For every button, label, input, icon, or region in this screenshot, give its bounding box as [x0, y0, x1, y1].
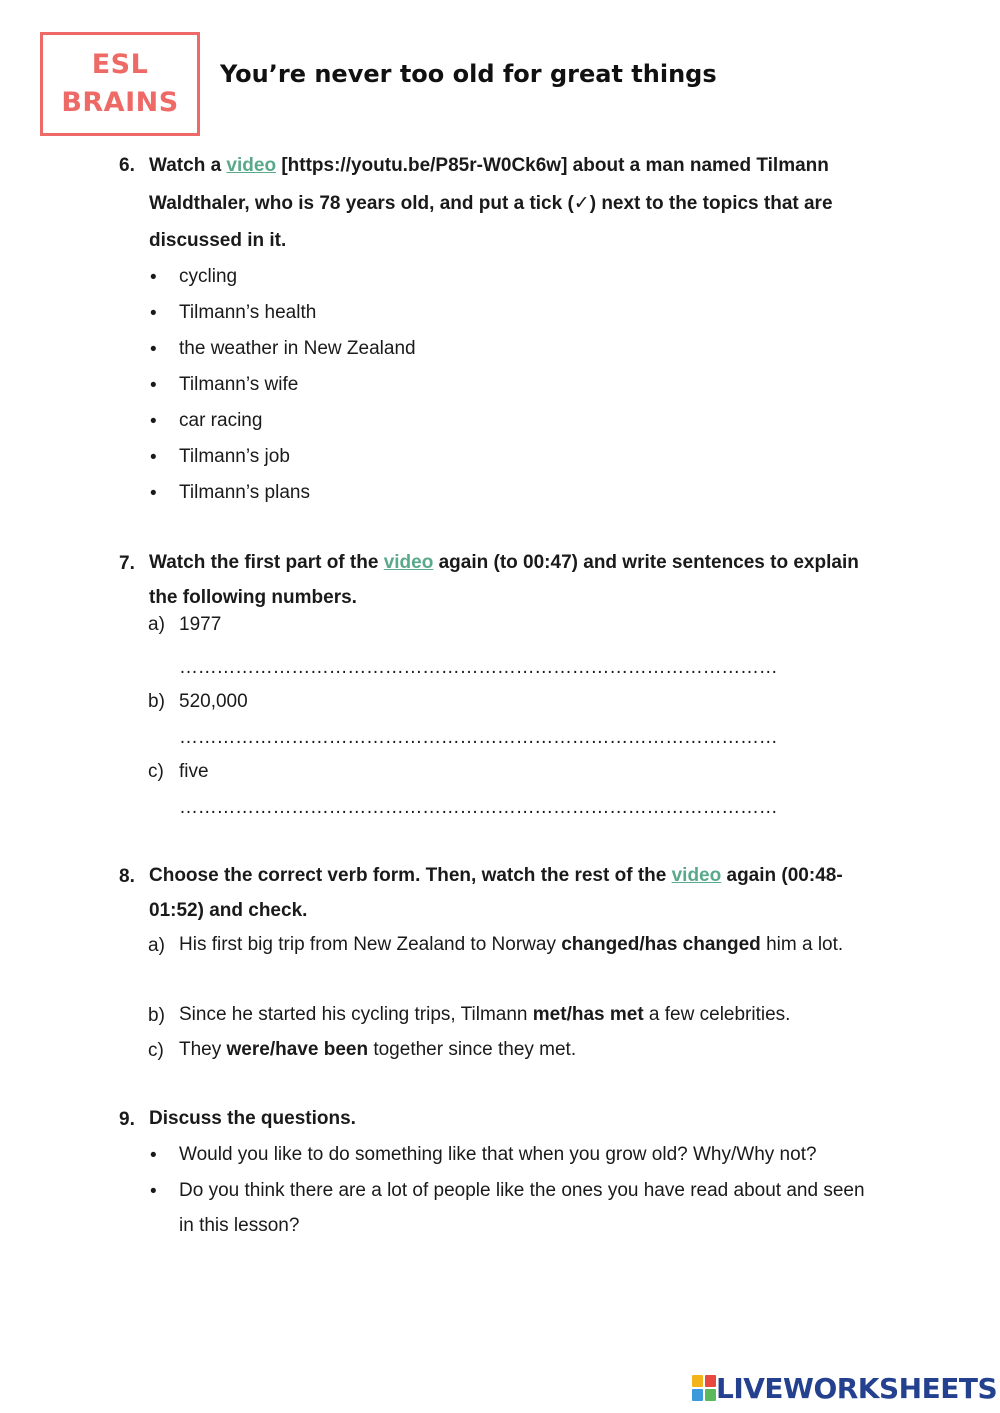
liveworksheets-logo-icon: [692, 1375, 716, 1401]
page-title: You’re never too old for great things: [220, 60, 717, 88]
q7-text-after: again (to 00:47) and write sentences to explain the following numbers.: [149, 552, 859, 608]
bullet-icon: •: [150, 411, 157, 432]
q7-item-a: 1977: [179, 614, 222, 635]
q7-answer-line-c[interactable]: ……………………………………………………………………………………: [179, 797, 778, 818]
q8-item-a-option-2[interactable]: has changed: [644, 934, 761, 955]
q8-item-b-mark: b): [148, 1005, 165, 1026]
liveworksheets-brand: [692, 1373, 997, 1403]
q7-video-link[interactable]: video: [383, 552, 434, 573]
q7-item-b-mark: b): [148, 691, 165, 712]
q7-item-b: 520,000: [179, 691, 248, 712]
q8-item-b-after: a few celebrities.: [643, 1004, 791, 1025]
q8-item-a-before: His first big trip from New Zealand to Norway: [179, 934, 562, 955]
esl-brains-logo: [40, 32, 200, 136]
q6-prompt: [149, 147, 884, 260]
q7-prompt: [149, 545, 884, 615]
q6-text-after: [https://youtu.be/P85r-W0Ck6w] about a man named Tilmann Waldthaler, who is 78 years old, and put a tick (✓) next to the topics that are discussed in it.: [149, 155, 833, 251]
q6-topic-item: the weather in New Zealand: [179, 338, 416, 359]
q8-item-c-option-2[interactable]: have been: [275, 1039, 369, 1060]
q8-item-b-option-1[interactable]: met: [532, 1004, 567, 1025]
q8-item-b-option-2[interactable]: has met: [571, 1004, 644, 1025]
q6-topic-item: Tilmann’s health: [179, 302, 317, 323]
q8-video-link[interactable]: video: [671, 865, 722, 886]
q7-item-c-mark: c): [148, 761, 164, 782]
logo-line-1: ESL: [91, 49, 149, 80]
q8-text-after: again (00:48-01:52) and check.: [149, 865, 843, 921]
q8-item-a-mark: a): [148, 935, 165, 956]
q8-item-c-mark: c): [148, 1040, 164, 1061]
q8-number: 8.: [119, 866, 135, 887]
liveworksheets-wordmark: LIVEWORKSHEETS: [716, 1371, 998, 1405]
q6-topic-item: Tilmann’s plans: [179, 482, 310, 503]
q9-prompt: Discuss the questions.: [149, 1108, 356, 1129]
q9-number: 9.: [119, 1109, 135, 1130]
q8-item-a-option-1[interactable]: changed: [561, 934, 640, 955]
q6-topic-item: Tilmann’s wife: [179, 374, 299, 395]
bullet-icon: •: [150, 1145, 157, 1166]
q7-number: 7.: [119, 553, 135, 574]
q7-answer-line-a[interactable]: ……………………………………………………………………………………: [179, 657, 778, 678]
q8-item-b-before: Since he started his cycling trips, Tilmann: [179, 1004, 533, 1025]
q6-topic-item: Tilmann’s job: [179, 446, 290, 467]
logo-line-2: BRAINS: [61, 87, 179, 118]
q9-question-item: Would you like to do something like that when you grow old? Why/Why not?: [179, 1144, 817, 1165]
q8-item-a: [179, 927, 869, 962]
q6-text-before: Watch a: [149, 155, 227, 176]
q7-item-c: five: [179, 761, 209, 782]
bullet-icon: •: [150, 483, 157, 504]
bullet-icon: •: [150, 1181, 157, 1202]
q8-item-b-separator: /: [566, 1004, 572, 1025]
bullet-icon: •: [150, 339, 157, 360]
q6-topic-item: car racing: [179, 410, 263, 431]
q8-item-c-after: together since they met.: [368, 1039, 577, 1060]
q7-item-a-mark: a): [148, 614, 165, 635]
q6-video-link[interactable]: video: [226, 155, 277, 176]
q8-text-before: Choose the correct verb form. Then, watch the rest of the: [149, 865, 672, 886]
q7-answer-line-b[interactable]: ……………………………………………………………………………………: [179, 727, 778, 748]
q8-item-c: [179, 1032, 869, 1067]
bullet-icon: •: [150, 447, 157, 468]
q8-item-c-option-1[interactable]: were: [226, 1039, 270, 1060]
q7-text-before: Watch the first part of the: [149, 552, 384, 573]
bullet-icon: •: [150, 375, 157, 396]
bullet-icon: •: [150, 303, 157, 324]
q6-topic-item: cycling: [179, 266, 238, 287]
q8-item-b: [179, 997, 869, 1032]
q8-item-c-separator: /: [269, 1039, 276, 1060]
q6-number: 6.: [119, 155, 135, 176]
q8-item-a-separator: /: [639, 934, 645, 955]
q8-item-c-before: They: [179, 1039, 227, 1060]
bullet-icon: •: [150, 267, 157, 288]
q8-item-a-after: him a lot.: [760, 934, 844, 955]
q8-prompt: [149, 858, 884, 928]
q9-question-item: Do you think there are a lot of people like the ones you have read about and seen in this lesson?: [179, 1180, 865, 1236]
